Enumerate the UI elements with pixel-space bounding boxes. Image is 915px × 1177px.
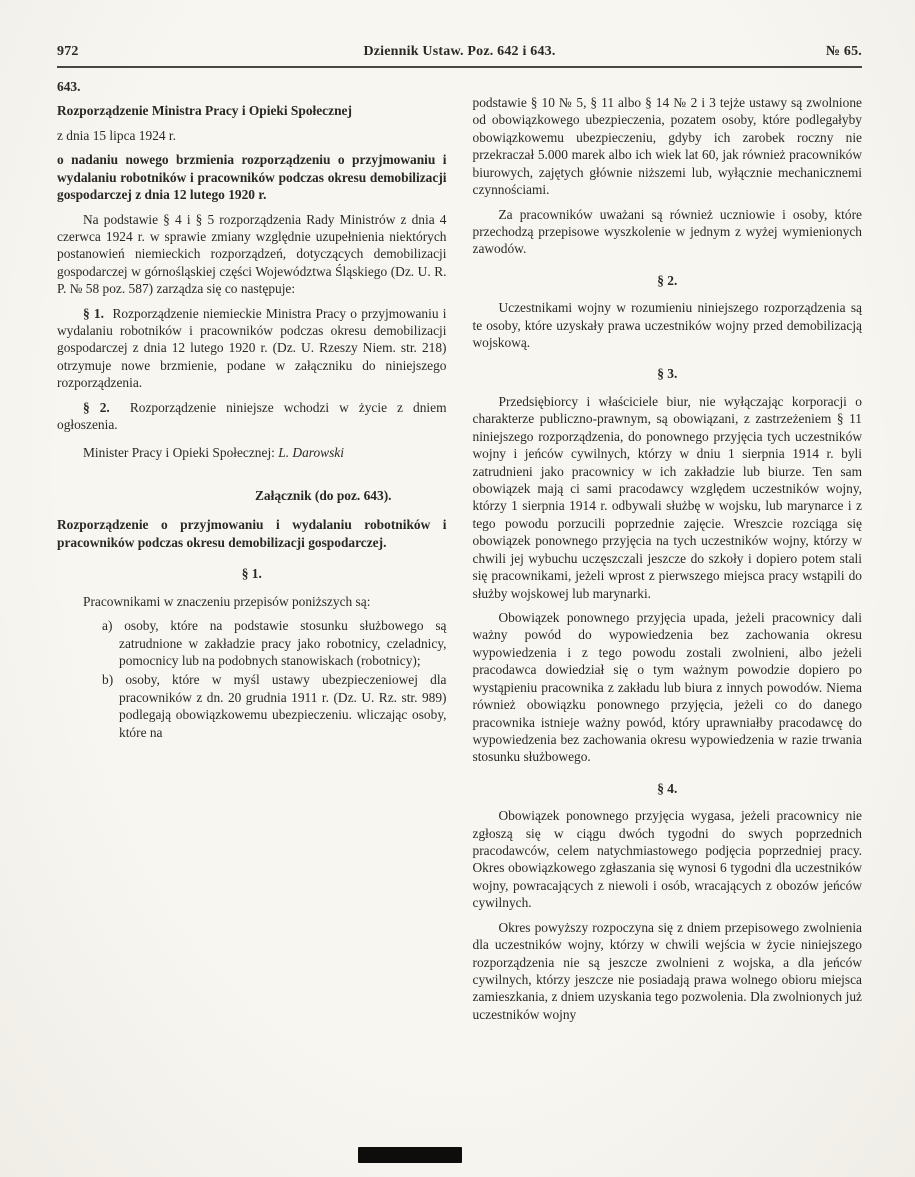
page-number: 972 xyxy=(57,44,79,59)
list-item-a-text: osoby, które na podstawie stosunku służbowego są zatrudnione w zakładzie pracy jako robotnicy, czeladnicy, pomocnicy lub na podobnych stanowiskach (robotnicy); xyxy=(119,618,447,668)
journal-title: Dziennik Ustaw. Poz. 642 i 643. xyxy=(363,44,556,59)
list-item-b-continuation: podstawie § 10 № 5, § 11 albo § 14 № 2 i 3 tejże ustawy są zwolnione od obowiązkowego ubezpieczenia, pozatem osoby, które podlegałyby obowiązkowemu ubezpieczeniu, gdyby ich zarobek roczny nie przekraczał 5.000 marek albo ich wiek lat 60, jak również pracowników biurowych, zajętych głównie niższemi lub, wyłącznie mechanicznemi czynnościami. xyxy=(472,95,862,198)
paragraph-1-text: Rozporządzenie niemieckie Ministra Pracy o przyjmowaniu i wydalaniu robotników i pracowników podczas okresu demobilizacji gospodarczej z dnia 12 lutego 1920 r. (Dz. U. Rzeszy Niem. str. 218) otrzymuje nowe brzmienie, podane w załączniku do niniejszego rozporządzenia. xyxy=(57,305,447,391)
scan-artifact-bar xyxy=(358,1147,462,1163)
act-date: z dnia 15 lipca 1924 r. xyxy=(57,127,176,143)
list-item-b-text: osoby, które w myśl ustawy ubezpieczeniowej dla pracowników z dn. 20 grudnia 1911 r. (Dz. U. Rz. str. 989) podlegają obowiązkowemu ubezpieczeniu. wliczając osoby, które na xyxy=(119,672,447,740)
list-item-a-marker: a) xyxy=(102,618,113,634)
section-3-paragraph-2: Obowiązek ponownego przyjęcia upada, jeżeli pracownicy dali ważny powód do wypowiedzenia bez zachowania okresu wypowiedzenia i z tego powodu zostali zwolnieni, albo jeżeli pracodawca dowiedział się o tym ważnym powodzie dopiero po wystąpieniu pracownika z zakładu lub biura z innych powodów. Niema również obowiązku ponownego przyjęcia, jeżeli co do danego pracownika istnieje ważny powód, który uprawniałby pracodawcę do wypowiedzenia bez zachowania okresu wypowiedzenia w razie trwania stosunku służbowego. xyxy=(472,609,862,765)
list-item-b xyxy=(57,671,447,741)
act-number: 643. xyxy=(57,79,81,94)
section-4-paragraph-2: Okres powyższy rozpoczyna się z dniem przepisowego zwolnienia dla uczestników wojny, którzy w chwili wejścia w życie niniejszego rozporządzenia nie są jeszcze zwolnieni z wojska, a dla jeńców cywilnych, którzy jeszcze nie posiadają prawa wolnego obioru miejsca zamieszkania, z dniem uzyskania tego pozwolenia. Dla zwolnionych już uczestników wojny xyxy=(472,919,862,1022)
section-2-paragraph: Uczestnikami wojny w rozumieniu niniejszego rozporządzenia są te osoby, które uzyskały prawa uczestników wojny przed demobilizacją wojskową. xyxy=(472,300,862,351)
annex-title: Rozporządzenie o przyjmowaniu i wydalaniu robotników i pracowników podczas okresu demobilizacji gospodarczej. xyxy=(57,517,447,550)
legal-basis-paragraph: Na podstawie § 4 i § 5 rozporządzenia Rady Ministrów z dnia 4 czerwca 1924 r. w sprawie zmiany względnie uzupełnienia niektórych postanowień niemieckich rozporządzeń, dotyczących demobilizacji gospodarczej w górnośląskiej części Województwa Śląskiego (Dz. U. R. P. № 58 poz. 587) zarządza się co następuje: xyxy=(57,211,447,297)
paragraph-1-label: § 1. xyxy=(83,305,104,321)
section-3-heading: § 3. xyxy=(657,366,678,382)
paragraph-2-label: § 2. xyxy=(83,399,110,415)
issue-number: № 65. xyxy=(825,44,862,59)
minister-name: L. Darowski xyxy=(278,444,344,460)
paragraph-1 xyxy=(57,305,447,392)
page-header xyxy=(57,44,862,68)
paragraph-2-text: Rozporządzenie niniejsze wchodzi w życie z dniem ogłoszenia. xyxy=(57,399,447,433)
paragraph-2 xyxy=(57,399,447,434)
section-3-paragraph-1: Przedsiębiorcy i właściciele biur, nie wyłączając korporacji o charakterze publiczno-prawnym, są obowiązani, z zastrzeżeniem § 11 niniejszego rozporządzenia, do ponownego przyjęcia tych uczestników wojny i jeńców cywilnych, którzy w dniu 1 sierpnia 1914 r. byli zatrudnieni jako pracownicy w ich zakładzie lub biurze. Ten sam obowiązek mają ci sami pracodawcy względem uczestników wojny, którzy 1 sierpnia 1914 r. odbywali służbę w wojsku, lub marynarce i z tego powodu porzucili poprzednie zajęcie. Wreszcie rozciąga się obowiązek ponownego przyjęcia na tych uczestników wojny, którzy w chwili jej wybuchu uczęszczali jeszcze do szkoły i dopiero potem stali się pracownikami, jeżeli wprost z pierwszego miejsca pracy wstąpili do służby wojskowej lub marynarki. xyxy=(472,393,862,601)
section-4-paragraph-1: Obowiązek ponownego przyjęcia wygasa, jeżeli pracownicy nie zgłoszą się w ciągu dwóch tygodni do swych poprzednich pracodawców, celem natychmiastowego podjęcia poprzedniej pracy. Okres obowiązkowego zgłaszania się wynosi 6 tygodni dla uczestników wojny, powracających z niewoli i osób, wracających z obozów jeńców cywilnych. xyxy=(472,808,862,911)
minister-title: Minister Pracy i Opieki Społecznej: xyxy=(83,444,275,460)
section-2-heading: § 2. xyxy=(657,272,678,288)
section-4-heading: § 4. xyxy=(657,780,678,796)
list-item-a xyxy=(57,617,447,669)
act-subject: o nadaniu nowego brzmienia rozporządzeniu o przyjmowaniu i wydalaniu robotników i pracowników podczas okresu demobilizacji gospodarczej z dnia 12 lutego 1920 r. xyxy=(57,152,447,203)
section-1-intro: Pracownikami w znaczeniu przepisów poniższych są: xyxy=(83,593,371,609)
signature-line xyxy=(57,444,447,461)
right-column xyxy=(473,78,863,1030)
two-column-body xyxy=(57,78,862,1030)
list-item-b-marker: b) xyxy=(102,672,114,688)
left-column xyxy=(57,78,447,1030)
apprentices-paragraph: Za pracowników uważani są również uczniowie i osoby, które przechodzą przepisowe wyszkolenie w jednym z wyżej wymienionych zawodów. xyxy=(472,206,862,257)
annex-reference: Załącznik (do poz. 643). xyxy=(254,488,392,504)
section-1-heading: § 1. xyxy=(241,566,262,582)
act-title: Rozporządzenie Ministra Pracy i Opieki Społecznej xyxy=(57,103,352,119)
